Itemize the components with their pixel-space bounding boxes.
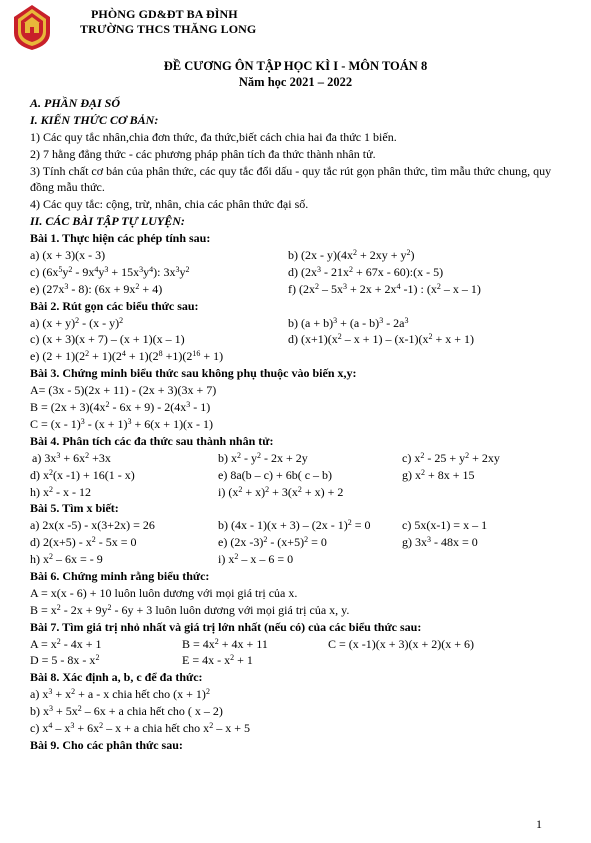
bai2-c: c) (x + 3)(x + 7) – (x + 1)(x – 1)	[30, 332, 185, 347]
bai4-a: a) $3x^3 + 6x^2 +3x$	[32, 450, 111, 465]
bai4-i: i) $(x^2 + x)^2 + 3(x^2 + x) + 2$	[218, 484, 344, 499]
bai2-b: b) $(a + b)^3 + (a - b)^3 - 2a^3$	[288, 315, 409, 330]
bai7-a: $A = x^2 - 4x + 1$	[30, 636, 102, 651]
bai5-d: d) $2(x+5) - x^2 - 5x = 0$	[30, 535, 137, 550]
department-name: PHÒNG GD&ĐT BA ĐÌNH	[91, 7, 238, 21]
bai6-title: Bài 6. Chứng minh rằng biểu thức:	[30, 568, 210, 583]
bai5-row-3	[30, 551, 570, 568]
bai4-b: b) $x^2 - y^2 - 2x + 2y$	[218, 450, 308, 465]
knowledge-item-2: 2) 7 hằng đẳng thức - các phương pháp phân tích đa thức thành nhân tử.	[30, 146, 376, 161]
page-number: 1	[536, 817, 542, 831]
bai6-a-suffix: luôn luôn dương với mọi giá trị của x.	[111, 585, 298, 600]
school-name: TRƯỜNG THCS THĂNG LONG	[80, 22, 257, 36]
bai7-d: $D = 5 - 8x - x^2$	[30, 653, 100, 668]
bai4-row-2	[30, 467, 570, 484]
bai8-c: c) $x^4 - x^3 + 6x^2 - x + a$ chia hết cho $x^2 - x + 5$	[30, 720, 250, 735]
bai5-a: a) 2x(x -5) - x(3+2x) = 26	[30, 518, 155, 533]
document-body	[30, 95, 570, 754]
bai9-title: Bài 9. Cho các phân thức sau:	[30, 737, 183, 752]
bai6-b-suffix: luôn luôn dương với mọi giá trị của x, y.	[152, 602, 350, 617]
bai4-g: g) $x^2 + 8x + 15$	[402, 467, 475, 482]
bai1-e: e) $(27x^3 - 8)$: $(6x + 9x^2 + 4)$	[30, 281, 163, 296]
bai1-row-2	[30, 264, 570, 281]
section-a-heading: A. PHẦN ĐẠI SỐ	[30, 96, 121, 110]
knowledge-item-1: 1) Các quy tắc nhân,chia đơn thức, đa thức,biết cách chia hai đa thức 1 biến.	[30, 129, 397, 144]
bai1-b: b) $(2x - y)(4x^2 + 2xy + y^2)$	[288, 248, 415, 263]
bai6-a: A = x(x - 6) + 10 luôn luôn dương với mọi giá trị của x.	[30, 585, 298, 600]
school-logo-icon	[10, 3, 54, 51]
school-year: Năm học 2021 – 2022	[238, 75, 353, 89]
bai4-h: h) $x^2$ - x - 12	[30, 484, 91, 499]
bai2-d: d) $(x+1)(x^2 - x + 1) - (x-1)(x^2 + x + 1)$	[288, 332, 475, 347]
bai8-title: Bài 8. Xác định a, b, c để đa thức:	[30, 670, 203, 685]
part1-heading: I. KIẾN THỨC CƠ BẢN:	[30, 112, 159, 127]
bai1-title: Bài 1. Thực hiện các phép tính sau:	[30, 231, 211, 246]
bai4-d: d) $x^2(x$ -1) + 16(1 - x)	[30, 467, 135, 482]
bai4-row-1	[30, 450, 570, 467]
bai5-h: h) $x^2 - 6x$ = - 9	[30, 552, 103, 567]
bai5-b: b) (4x - 1)(x + 3) – (2x - 1)$^2$ = 0	[218, 518, 371, 533]
bai5-row-2	[30, 534, 570, 551]
bai8-a: a) $x^3 + x^2 + a - x$ chia hết cho $(x + 1)^2$	[30, 687, 210, 702]
bai2-row-1	[30, 315, 570, 332]
bai6-b: $B = x^2 - 2x + 9y^2 - 6y + 3$ luôn luôn dương với mọi giá trị của x, y.	[30, 602, 350, 617]
bai2-row-3	[30, 348, 570, 365]
bai5-title: Bài 5. Tìm x biết:	[30, 501, 119, 516]
bai1-f: f) ($2x^2 - 5x^3 + 2x + 2x^4$ -1) : ($x^2$ – x – 1)	[288, 281, 481, 296]
bai5-g: g) $3x^3 - 48x = 0$	[402, 535, 478, 550]
bai3-a: A= (3x - 5)(2x + 11) - (2x + 3)(3x + 7)	[30, 383, 217, 398]
bai4-title: Bài 4. Phân tích các đa thức sau thành nhân tử:	[30, 433, 274, 448]
bai3-c: $C = (x - 1)^3 - (x + 1)^3 + 6(x + 1)(x - 1)$	[30, 416, 214, 431]
bai7-b: $B = 4x^2 + 4x + 11$	[182, 636, 268, 651]
bai7-e: $E = 4x - x^2 + 1$	[182, 653, 253, 668]
bai8-b: b) $x^3 + 5x^2 - 6x + a$ chia hết cho ( x – 2)	[30, 704, 223, 719]
bai5-c: c) 5x(x-1) = x – 1	[402, 518, 488, 533]
bai7-title: Bài 7. Tìm giá trị nhỏ nhất và giá trị lớn nhất (nếu có) của các biểu thức sau:	[30, 619, 422, 634]
bai1-d: d) ($2x^3 - 21x^2 + 67x$ - 60):(x - 5)	[288, 264, 444, 279]
part2-heading: II. CÁC BÀI TẬP TỰ LUYỆN:	[30, 214, 185, 229]
knowledge-item-4: 4) Các quy tắc: cộng, trừ, nhân, chia các phân thức đại số.	[30, 197, 309, 212]
bai2-e: e) $(2 + 1)(2^2 + 1)(2^4 + 1)(2^8 +1)(2^{16} + 1)$	[30, 349, 224, 364]
document-title: ĐỀ CƯƠNG ÔN TẬP HỌC KÌ I - MÔN TOÁN 8	[163, 59, 428, 73]
bai5-row-1	[30, 517, 570, 534]
bai4-row-3	[30, 484, 570, 501]
bai2-title: Bài 2. Rút gọn các biểu thức sau:	[30, 298, 199, 313]
bai4-c: c) $x^2 - 25 + y^2 + 2xy$	[402, 450, 500, 465]
bai7-row-2	[30, 652, 570, 669]
bai1-c: c) $(6x^5y^2 - 9x^4y^3 + 15x^3y^4)$: $3x^3y^2$	[30, 264, 190, 279]
bai1-row-1	[30, 247, 570, 264]
bai3-title: Bài 3. Chứng minh biểu thức sau không phụ thuộc vào biến x,y:	[30, 366, 357, 381]
bai3-b: $B = (2x + 3)(4x^2 - 6x + 9) - 2(4x^3 - 1)$	[30, 400, 211, 415]
knowledge-item-3: 3) Tính chất cơ bản của phân thức, các quy tắc đổi dấu - quy tắc rút gọn phân thức, tìm mẫu thức chung, quy đồng mẫu thức.	[30, 163, 552, 195]
bai1-a: a) (x + 3)(x - 3)	[30, 248, 106, 263]
bai4-e: e) 8a(b – c) + 6b( c – b)	[218, 467, 333, 482]
bai7-c: C = (x -1)(x + 3)(x + 2)(x + 6)	[328, 636, 475, 651]
bai5-e: e) (2x $-3)^2 - (x+5)^2 = 0$	[218, 535, 327, 550]
bai1-row-3	[30, 281, 570, 298]
bai7-row-1	[30, 636, 570, 653]
bai2-a: a) $(x + y)^2 - (x - y)^2$	[30, 315, 124, 330]
bai5-i: i) $x^2 - x - 6 = 0$	[218, 552, 294, 567]
bai2-row-2	[30, 331, 570, 348]
